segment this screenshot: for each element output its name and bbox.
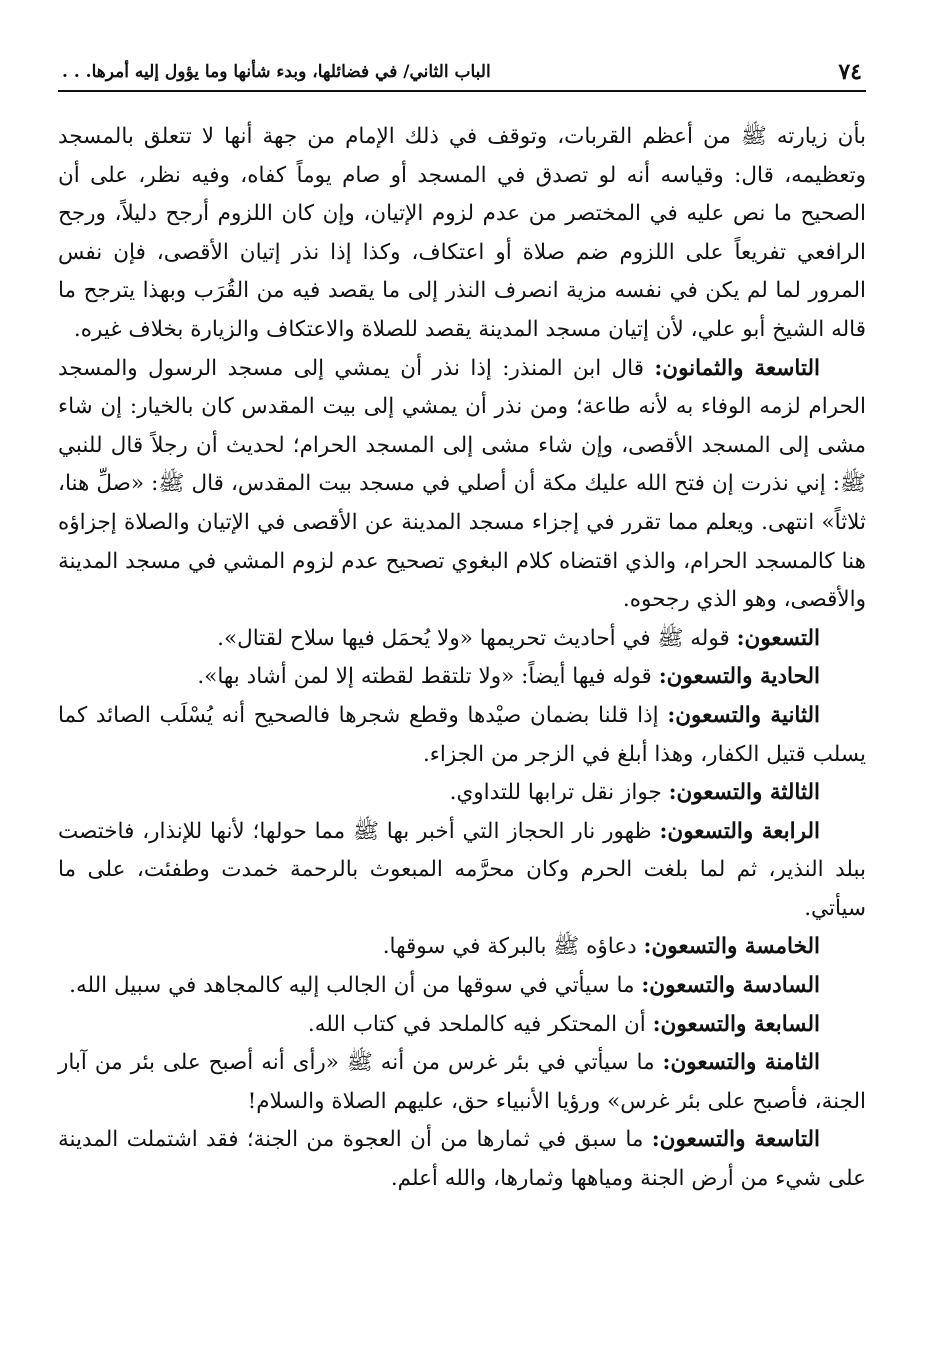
paragraph-item-99 — [58, 1121, 866, 1198]
paragraph-item-89 — [58, 350, 866, 620]
item-heading: التسعون: — [736, 625, 820, 651]
page-number: ٧٤ — [838, 59, 862, 85]
item-heading: التاسعة والتسعون: — [651, 1127, 820, 1153]
paragraph-text: جواز نقل ترابها للتداوي. — [449, 780, 662, 806]
item-heading: الثانية والتسعون: — [667, 702, 820, 728]
item-heading: الخامسة والتسعون: — [643, 934, 820, 960]
paragraph-text: قال ابن المنذر: إذا نذر أن يمشي إلى مسجد الرسول والمسجد الحرام لزمه الوفاء به لأنه طاعة؛ ومن نذر أن يمشي إلى بيت المقدس كان بالخيار: إن شاء مشى إلى المسجد الأقصى، وإن شاء مشى إلى المسجد الحرام؛ لحديث أن رجلاً قال للنبي ﷺ: إني نذرت إن فتح الله عليك مكة أن أصلي في مسجد بيت المقدس، قال ﷺ: «صلِّ هنا، ثلاثاً» انتهى. ويعلم مما تقرر في إجزاء مسجد المدينة عن الأقصى في الإتيان والصلاة إجزاؤه هنا كالمسجد الحرام، والذي اقتضاه كلام البغوي تصحيح عدم لزوم المشي في مسجد المدينة والأقصى، وهو الذي رجحوه. — [58, 355, 866, 613]
paragraph-item-96 — [58, 967, 866, 1006]
item-heading: السابعة والتسعون: — [652, 1011, 820, 1037]
running-header — [58, 52, 866, 92]
paragraph-text: بأن زيارته ﷺ من أعظم القربات، وتوقف في ذلك الإمام من جهة أنها لا تتعلق بالمسجد وتعظيمه، قال: وقياسه أنه لو تصدق في المسجد أو صام يوماً كفاه، وفيه نظر، على أن الصحيح ما نص عليه في المختصر من عدم لزوم الإتيان، وإن كان اللزوم أرجح دليلاً، ورجح الرافعي تفريعاً على اللزوم ضم صلاة أو اعتكاف، وكذا إذا نذر إتيان الأقصى، فإن نفس المرور لما لم يكن في نفسه مزية انصرف النذر إلى ما يقصد فيه من القُرَب وبهذا يترجح ما قاله الشيخ أبو علي، لأن إتيان مسجد المدينة يقصد للصلاة والاعتكاف والزيارة بخلاف غيره. — [58, 124, 866, 342]
paragraph-item-94 — [58, 813, 866, 929]
paragraph-item-93 — [58, 774, 866, 813]
paragraph-text: ما سبق في ثمارها من أن العجوة من الجنة؛ فقد اشتملت المدينة على شيء من أرض الجنة ومياهها وثمارها، والله أعلم. — [58, 1127, 866, 1192]
paragraph-text: إذا قلنا بضمان صيْدها وقطع شجرها فالصحيح أنه يُسْلَب الصائد كما يسلب قتيل الكفار، وهذا أبلغ في الزجر من الجزاء. — [58, 702, 866, 767]
paragraph-item-97 — [58, 1006, 866, 1045]
paragraph-text: قوله ﷺ في أحاديث تحريمها «ولا يُحمَل فيها سلاح لقتال». — [217, 625, 730, 651]
paragraph-item-90 — [58, 620, 866, 659]
paragraph-text: ما سيأتي في سوقها من أن الجالب إليه كالمجاهد في سبيل الله. — [69, 973, 635, 999]
item-heading: الثامنة والتسعون: — [662, 1050, 820, 1076]
paragraph-item-98 — [58, 1044, 866, 1121]
item-heading: الرابعة والتسعون: — [659, 818, 820, 844]
paragraph-text: دعاؤه ﷺ بالبركة في سوقها. — [382, 934, 637, 960]
item-heading: الثالثة والتسعون: — [668, 780, 820, 806]
paragraph-text: قوله فيها أيضاً: «ولا تلتقط لقطته إلا لمن أشاد بها». — [197, 664, 652, 690]
body-text — [58, 118, 866, 1199]
paragraph-text: أن المحتكر فيه كالملحد في كتاب الله. — [307, 1011, 646, 1037]
item-heading: الحادية والتسعون: — [658, 664, 820, 690]
book-page — [58, 52, 866, 1199]
paragraph-item-92 — [58, 697, 866, 774]
item-heading: السادسة والتسعون: — [641, 973, 820, 999]
paragraph-item-91 — [58, 658, 866, 697]
item-heading: التاسعة والثمانون: — [654, 355, 820, 381]
paragraph-text: ما سيأتي في بئر غرس من أنه ﷺ «رأى أنه أصبح على بئر من آبار الجنة، فأصبح على بئر غرس» ورؤيا الأنبياء حق، عليهم الصلاة والسلام! — [58, 1050, 866, 1114]
paragraph-text: ظهور نار الحجاز التي أخبر بها ﷺ مما حولها؛ لأنها للإنذار، فاختصت ببلد النذير، ثم لما بلغت الحرم وكان محرَّمه المبعوث بالرحمة خمدت وطفئت، على ما سيأتي. — [58, 818, 866, 921]
paragraph-continuation — [58, 118, 866, 350]
paragraph-item-95 — [58, 928, 866, 967]
running-title: الباب الثاني/ في فضائلها، وبدء شأنها وما يؤول إليه أمرها. . . — [62, 62, 491, 82]
